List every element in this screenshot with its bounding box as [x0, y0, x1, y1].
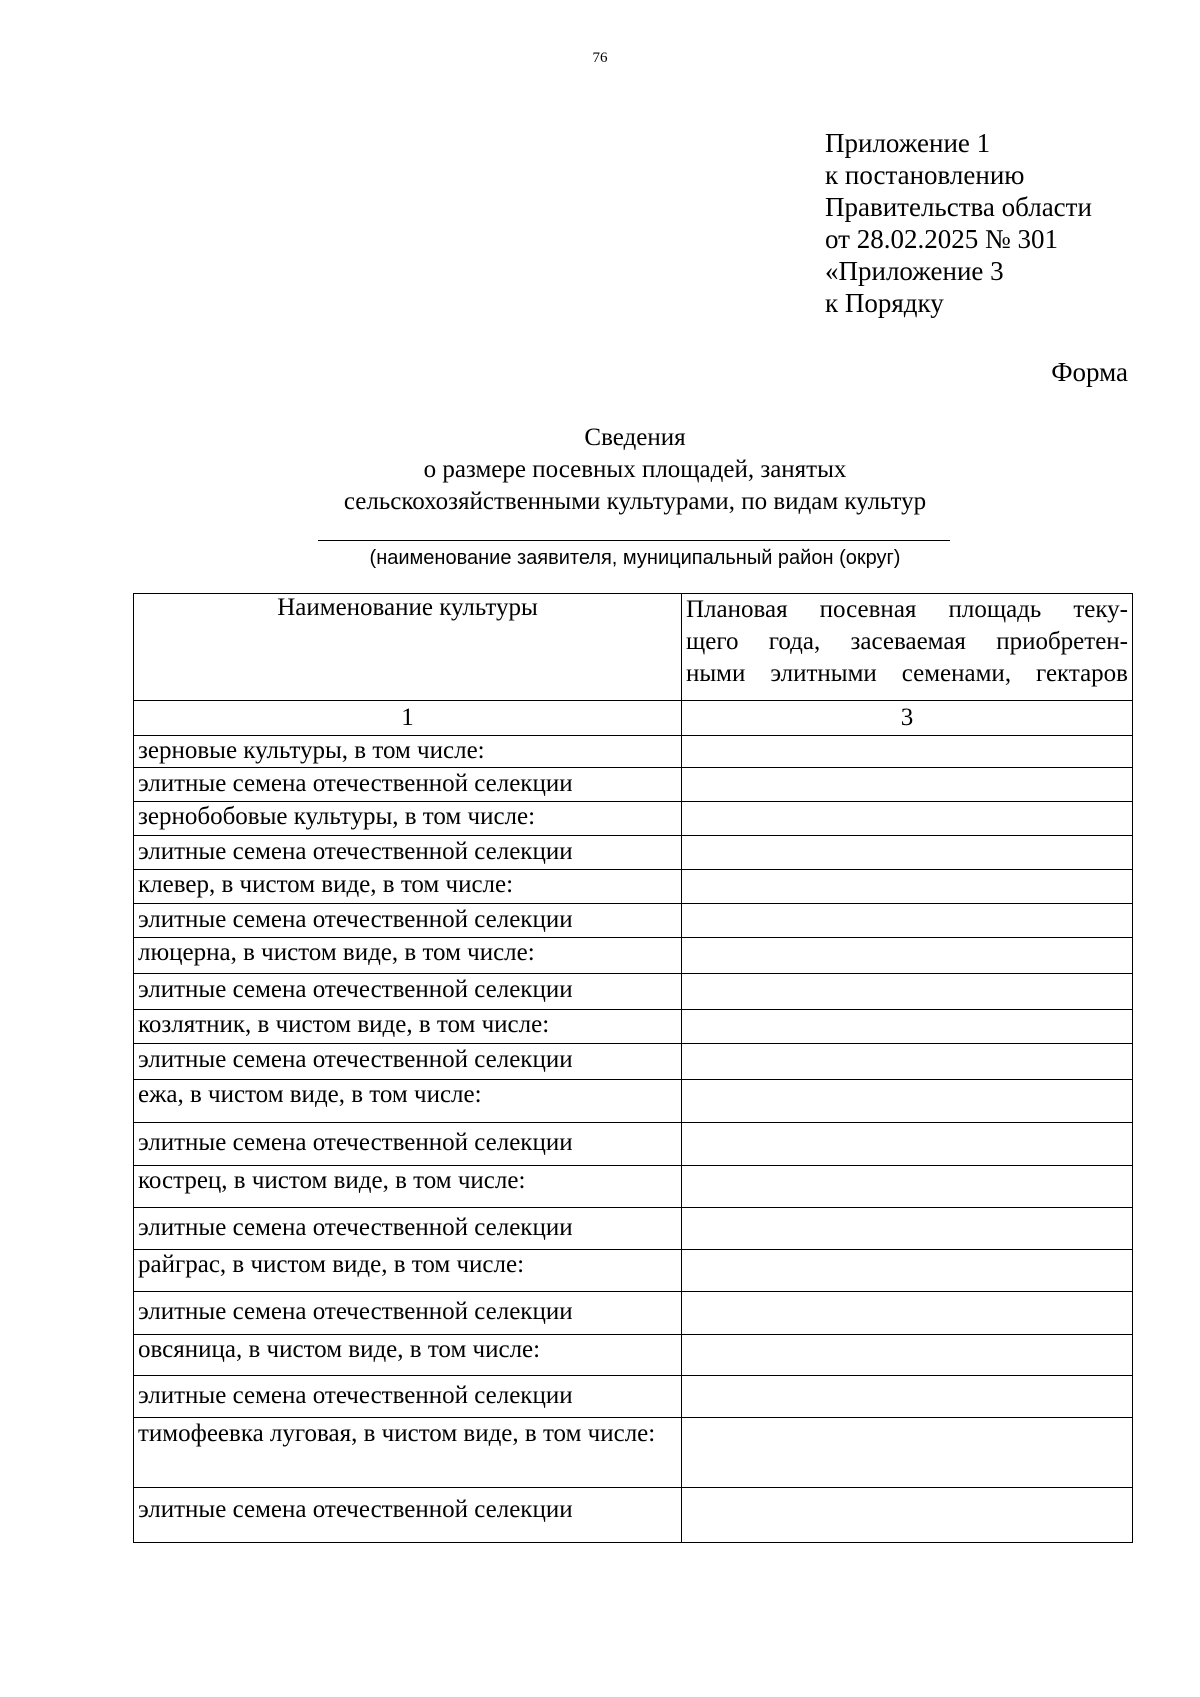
table-row: [134, 802, 1133, 836]
column-number: 1: [134, 701, 682, 736]
area-cell[interactable]: [682, 1250, 1133, 1292]
crop-name-cell: элитные семена отечественной селекции: [134, 1208, 682, 1250]
header-line: Плановая посевная площадь теку-: [686, 596, 1128, 623]
crop-name-cell: райграс, в чистом виде, в том числе:: [134, 1250, 682, 1292]
crop-name-cell: элитные семена отечественной селекции: [134, 1488, 682, 1543]
table-row: [134, 1488, 1133, 1543]
area-cell[interactable]: [682, 1418, 1133, 1488]
area-cell[interactable]: [682, 1010, 1133, 1044]
table-header-row: [134, 594, 1133, 701]
crop-name-cell: элитные семена отечественной селекции: [134, 974, 682, 1010]
table-row: [134, 1166, 1133, 1208]
column-number-row: [134, 701, 1133, 736]
header-line: ными элитными семенами, гектаров: [686, 660, 1128, 687]
table-row: [134, 870, 1133, 904]
table-row: [134, 1123, 1133, 1166]
crop-name-cell: элитные семена отечественной селекции: [134, 1044, 682, 1080]
header-planned-area: [682, 594, 1133, 701]
crop-name-cell: козлятник, в чистом виде, в том числе:: [134, 1010, 682, 1044]
area-cell[interactable]: [682, 904, 1133, 938]
table-row: [134, 1080, 1133, 1123]
crop-name-cell: элитные семена отечественной селекции: [134, 1292, 682, 1335]
crop-name-cell: кострец, в чистом виде, в том числе:: [134, 1166, 682, 1208]
area-cell[interactable]: [682, 1044, 1133, 1080]
crop-name-cell: люцерна, в чистом виде, в том числе:: [134, 938, 682, 974]
table-row: [134, 768, 1133, 802]
title-line: о размере посевных площадей, занятых: [423, 456, 847, 483]
appendix-line: к постановлению: [825, 160, 1025, 190]
area-cell[interactable]: [682, 836, 1133, 870]
header-line: щего года, засеваемая приобретен-: [686, 628, 1128, 655]
appendix-line: «Приложение 3: [825, 256, 1004, 286]
table-row: [134, 1335, 1133, 1376]
crop-name-cell: зерновые культуры, в том числе:: [134, 736, 682, 768]
area-cell[interactable]: [682, 1488, 1133, 1543]
crop-name-cell: элитные семена отечественной селекции: [134, 904, 682, 938]
area-cell[interactable]: [682, 1123, 1133, 1166]
crop-name-cell: элитные семена отечественной селекции: [134, 1123, 682, 1166]
table-row: [134, 904, 1133, 938]
applicant-name-line: [318, 540, 950, 541]
table-row: [134, 974, 1133, 1010]
table-row: [134, 1208, 1133, 1250]
crop-name-cell: элитные семена отечественной селекции: [134, 768, 682, 802]
crop-name-cell: зернобобовые культуры, в том числе:: [134, 802, 682, 836]
area-cell[interactable]: [682, 870, 1133, 904]
appendix-line: от 28.02.2025 № 301: [825, 224, 1058, 254]
form-label: Форма: [1051, 357, 1128, 387]
area-cell[interactable]: [682, 1080, 1133, 1123]
table-row: [134, 1292, 1133, 1335]
table-row: [134, 1010, 1133, 1044]
appendix-line: Приложение 1: [825, 128, 991, 158]
applicant-caption: (наименование заявителя, муниципальный район (округ): [369, 547, 901, 569]
table-row: [134, 1044, 1133, 1080]
crop-name-cell: тимофеевка луговая, в чистом виде, в том числе:: [134, 1418, 682, 1488]
appendix-block: [825, 127, 1092, 319]
crop-name-cell: овсяница, в чистом виде, в том числе:: [134, 1335, 682, 1376]
crop-area-table: [133, 593, 1133, 1543]
appendix-line: Правительства области: [825, 192, 1092, 222]
table-row: [134, 736, 1133, 768]
area-cell[interactable]: [682, 1376, 1133, 1418]
column-number: 3: [682, 701, 1133, 736]
crop-name-cell: клевер, в чистом виде, в том числе:: [134, 870, 682, 904]
crop-name-cell: элитные семена отечественной селекции: [134, 1376, 682, 1418]
area-cell[interactable]: [682, 736, 1133, 768]
table-row: [134, 1418, 1133, 1488]
area-cell[interactable]: [682, 938, 1133, 974]
area-cell[interactable]: [682, 1166, 1133, 1208]
table-row: [134, 836, 1133, 870]
area-cell[interactable]: [682, 1292, 1133, 1335]
crop-name-cell: ежа, в чистом виде, в том числе:: [134, 1080, 682, 1123]
document-title: [0, 422, 1200, 518]
table-row: [134, 1376, 1133, 1418]
appendix-line: к Порядку: [825, 288, 944, 318]
title-line: Сведения: [584, 424, 686, 451]
area-cell[interactable]: [682, 974, 1133, 1010]
page-number: 76: [592, 50, 608, 66]
table-row: [134, 1250, 1133, 1292]
area-cell[interactable]: [682, 1208, 1133, 1250]
area-cell[interactable]: [682, 802, 1133, 836]
title-line: сельскохозяйственными культурами, по видам культур: [343, 488, 927, 515]
table-row: [134, 938, 1133, 974]
crop-name-cell: элитные семена отечественной селекции: [134, 836, 682, 870]
area-cell[interactable]: [682, 768, 1133, 802]
area-cell[interactable]: [682, 1335, 1133, 1376]
header-crop-name: Наименование культуры: [134, 594, 682, 701]
